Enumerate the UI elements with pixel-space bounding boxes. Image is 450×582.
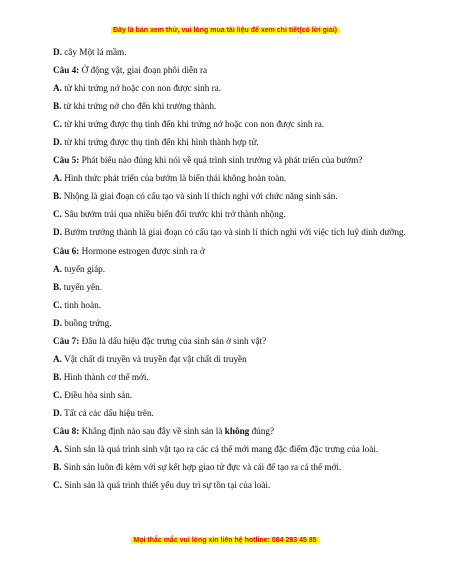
question-4: [53, 64, 409, 76]
question-text-end: đúng?: [249, 425, 275, 436]
option-label: A.: [53, 173, 62, 184]
option-text: Điều hòa sinh sản.: [61, 389, 133, 400]
option-line: [53, 371, 409, 383]
option-line: [53, 407, 409, 419]
preview-notice-banner: [0, 27, 450, 34]
option-label: B.: [53, 281, 62, 292]
option-line: [53, 208, 409, 220]
option-line: [53, 317, 409, 329]
option-label: C.: [53, 299, 62, 310]
question-6: [53, 245, 409, 257]
option-label: C.: [53, 119, 62, 130]
option-text: Hình thành cơ thể mới.: [61, 371, 149, 382]
option-line: [53, 172, 409, 184]
option-text: tuyến yên.: [61, 281, 103, 292]
option-text: từ khi trứng được thụ tinh đến khi trứng nở hoặc con non được sinh ra.: [61, 119, 325, 130]
option-label: C.: [53, 480, 62, 491]
question-text: Khẳng định nào sau đây về sinh sản là: [79, 425, 225, 436]
question-text: Ở động vật, giai đoạn phôi diễn ra: [79, 65, 208, 76]
option-line: [53, 461, 409, 473]
option-text: Bướm trưởng thành là giai đoạn có cấu tạo và sinh lí thích nghi với việc tích luỹ dinh dưỡng.: [61, 227, 406, 238]
option-text: Sâu bướm trải qua nhiều biến đổi trước khi trở thành nhộng.: [61, 209, 286, 220]
question-text: Đâu là dấu hiệu đặc trưng của sinh sản ở sinh vật?: [79, 335, 267, 346]
option-text: Vật chất di truyền và truyền đạt vật chất di truyền: [61, 353, 247, 364]
option-line: [53, 263, 409, 275]
question-number: Câu 4:: [53, 65, 80, 76]
option-line: [53, 299, 409, 311]
option-line: [53, 389, 409, 401]
option-line: [53, 190, 409, 202]
question-5: [53, 154, 409, 166]
option-text: cây Một lá mầm.: [61, 47, 127, 57]
option-text: Nhộng là giai đoạn có cấu tạo và sinh lí thích nghi với chức năng sinh sản.: [61, 191, 338, 202]
option-text: tuyến giáp.: [61, 263, 106, 274]
question-number: Câu 6:: [53, 245, 80, 256]
option-line: [53, 82, 409, 94]
option-text: Sinh sản là quá trình sinh vật tạo ra các cá thể mới mang đặc điểm đặc trưng của loài.: [61, 444, 379, 455]
option-line: [53, 443, 409, 455]
option-label: A.: [53, 444, 62, 455]
option-line: [53, 353, 409, 365]
option-line: [53, 226, 409, 238]
option-text: từ khi trứng nở cho đến khi trưởng thành.: [61, 101, 217, 112]
question-number: Câu 5:: [53, 155, 80, 166]
option-label: A.: [53, 263, 62, 274]
option-text: tinh hoàn.: [61, 299, 101, 310]
option-text: Sinh sản luôn đi kèm với sự kết hợp giao tử đực và cái để tạo ra cá thể mới.: [61, 462, 342, 473]
option-line: [53, 118, 409, 130]
option-label: C.: [53, 389, 62, 400]
option-label: D.: [53, 407, 62, 418]
hotline-text: Mọi thắc mắc vui lòng xin liên hệ hotline: 084 283 45 85: [133, 537, 317, 544]
option-text: buồng trứng.: [61, 317, 112, 328]
option-label: B.: [53, 462, 62, 473]
option-line: [53, 100, 409, 112]
option-label: A.: [53, 83, 62, 94]
option-label: D.: [53, 227, 62, 238]
option-text: từ khi trứng nở hoặc con non được sinh ra.: [61, 83, 222, 94]
document-body: [53, 46, 409, 497]
option-label: B.: [53, 191, 62, 202]
option-label: D.: [53, 137, 62, 148]
option-label: B.: [53, 371, 62, 382]
hotline-banner: [0, 537, 450, 544]
option-text: Sinh sản là quá trình thiết yếu duy trì sự tồn tại của loài.: [61, 480, 271, 491]
question-number: Câu 8:: [53, 425, 80, 436]
option-text: Hình thức phát triển của bướm là biến thái không hoàn toàn.: [61, 173, 287, 184]
option-label: D.: [53, 47, 62, 57]
option-line: [53, 46, 409, 58]
option-line: [53, 281, 409, 293]
question-8: [53, 425, 409, 437]
option-text: Tất cả các dấu hiệu trên.: [61, 407, 154, 418]
option-text: từ khi trứng được thụ tinh đến khi hình thành hợp tử.: [61, 137, 259, 148]
question-text: Hormone estrogen được sinh ra ở: [79, 245, 205, 256]
question-7: [53, 335, 409, 347]
question-emphasis: không: [224, 425, 250, 436]
option-label: C.: [53, 209, 62, 220]
option-line: [53, 136, 409, 148]
option-line: [53, 479, 409, 491]
option-label: A.: [53, 353, 62, 364]
preview-notice-text: Đây là bản xem thử, vui lòng mua tài liệu để xem chi tiết(có lời giải): [113, 27, 337, 34]
option-label: B.: [53, 101, 62, 112]
question-text: Phát biểu nào đúng khi nói về quá trình sinh trưởng và phát triển của bướm?: [79, 155, 363, 166]
question-number: Câu 7:: [53, 335, 80, 346]
option-label: D.: [53, 317, 62, 328]
